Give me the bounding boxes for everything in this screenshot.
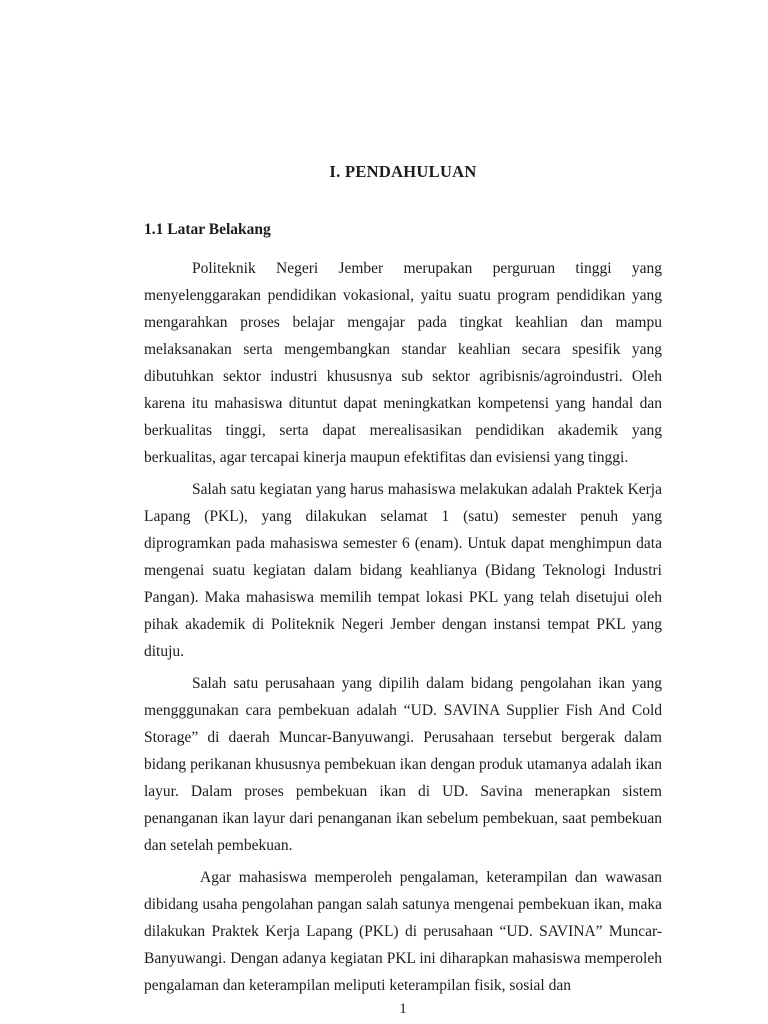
paragraph-4: Agar mahasiswa memperoleh pengalaman, keterampilan dan wawasan dibidang usaha pengolahan pangan salah satunya mengenai pembekuan ikan, maka dilakukan Praktek Kerja Lapang (PKL) di perusahaan “UD. SAVINA” Muncar-Banyuwangi. Dengan adanya kegiatan PKL ini diharapkan mahasiswa memperoleh pengalaman dan keterampilan meliputi keterampilan fisik, sosial dan <box>144 869 662 994</box>
page-number: 1 <box>399 1001 407 1017</box>
paragraph-2: Salah satu kegiatan yang harus mahasiswa melakukan adalah Praktek Kerja Lapang (PKL), yang dilakukan selamat 1 (satu) semester penuh yang diprogramkan pada mahasiswa semester 6 (enam). Untuk dapat menghimpun data mengenai suatu kegiatan dalam bidang keahlianya (Bidang Teknologi Industri Pangan). Maka mahasiswa memilih tempat lokasi PKL yang telah disetujui oleh pihak akademik di Politeknik Negeri Jember dengan instansi tempat PKL yang dituju. <box>144 481 662 660</box>
chapter-title: I. PENDAHULUAN <box>329 162 477 181</box>
paragraph-1: Politeknik Negeri Jember merupakan perguruan tinggi yang menyelenggarakan pendidikan vokasional, yaitu suatu program pendidikan yang mengarahkan proses belajar mengajar pada tingkat keahlian dan mampu melaksanakan serta mengembangkan standar keahlian secara spesifik yang dibutuhkan sektor industri khususnya sub sektor agribisnis/agroindustri. Oleh karena itu mahasiswa dituntut dapat meningkatkan kompetensi yang handal dan berkualitas tinggi, serta dapat merealisasikan pendidikan akademik yang berkualitas, agar tercapai kinerja maupun efektifitas dan evisiensi yang tinggi. <box>144 260 662 466</box>
section-heading: 1.1 Latar Belakang <box>144 221 271 238</box>
paragraph-3: Salah satu perusahaan yang dipilih dalam bidang pengolahan ikan yang mengggunakan cara pembekuan adalah “UD. SAVINA Supplier Fish And Cold Storage” di daerah Muncar-Banyuwangi. Perusahaan tersebut bergerak dalam bidang perikanan khususnya pembekuan ikan dengan produk utamanya adalah ikan layur. Dalam proses pembekuan ikan di UD. Savina menerapkan sistem penanganan ikan layur dari penanganan ikan sebelum pembekuan, saat pembekuan dan setelah pembekuan. <box>144 675 662 854</box>
document-content <box>144 0 662 999</box>
